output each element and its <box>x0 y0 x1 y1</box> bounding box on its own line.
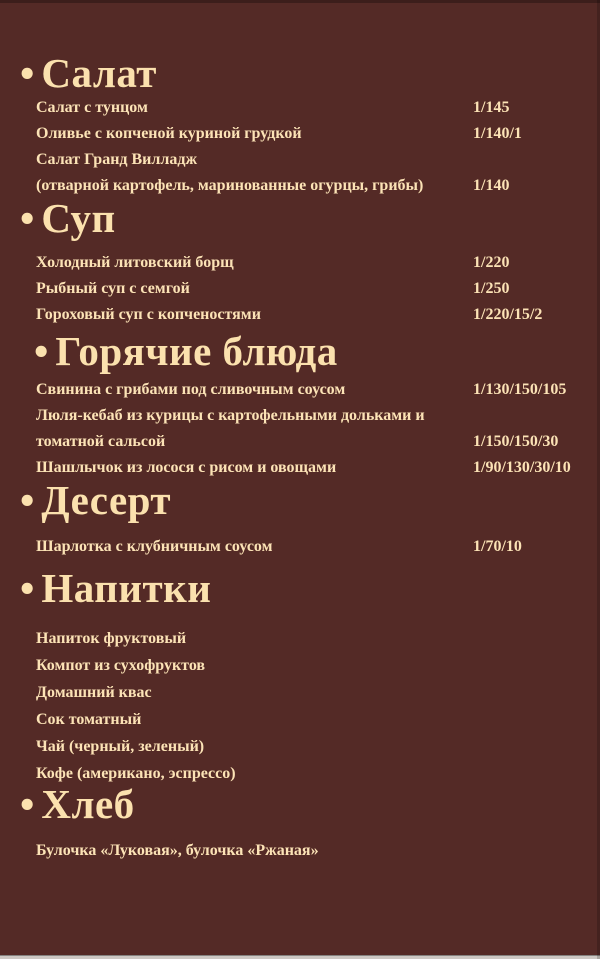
section-title: Хлеб <box>41 781 135 827</box>
section-header-hot-dishes <box>0 328 600 375</box>
bullet-icon: • <box>20 50 35 96</box>
section-items <box>0 625 600 787</box>
menu-item-row <box>36 302 600 328</box>
dish-name: Шарлотка с клубничным соусом <box>36 538 273 555</box>
section-hot-dishes <box>0 328 600 481</box>
dish-portion: 1/150/150/30 <box>473 433 559 450</box>
dish-name: Люля-кебаб из курицы с картофельными дольками и <box>36 407 425 424</box>
section-header-soup <box>0 195 600 242</box>
section-title: Салат <box>41 50 157 96</box>
section-header-bread <box>0 781 600 828</box>
section-drinks <box>0 565 600 787</box>
dish-name: Шашлычок из лосося с рисом и овощами <box>36 459 337 476</box>
menu-item-row <box>36 625 600 652</box>
dish-portion: 1/70/10 <box>473 538 522 555</box>
menu-item-row <box>36 147 600 173</box>
menu-item-row <box>36 250 600 276</box>
section-items <box>0 534 600 560</box>
dish-name: Булочка «Луковая», булочка «Ржаная» <box>36 842 319 859</box>
dish-portion: 1/130/150/105 <box>473 381 567 398</box>
dish-name: Гороховый суп с копченостями <box>36 306 261 323</box>
menu-item-row <box>36 455 600 481</box>
dish-portion: 1/140 <box>473 177 510 194</box>
bullet-icon: • <box>34 328 49 374</box>
dish-name: Холодный литовский борщ <box>36 254 234 271</box>
menu-item-row <box>36 403 600 429</box>
dish-name: Салат с тунцом <box>36 99 148 116</box>
dish-name: (отварной картофель, маринованные огурцы, грибы) <box>36 177 424 194</box>
menu-item-row <box>36 652 600 679</box>
menu-item-row <box>36 706 600 733</box>
dish-name: Напиток фруктовый <box>36 630 187 647</box>
section-items <box>0 95 600 199</box>
bullet-icon: • <box>20 781 35 827</box>
section-title: Десерт <box>41 477 172 523</box>
dish-portion: 1/220/15/2 <box>473 306 543 323</box>
menu-item-row <box>36 534 600 560</box>
menu-item-row <box>36 679 600 706</box>
menu-item-row <box>36 121 600 147</box>
section-bread <box>0 781 600 864</box>
menu-item-row <box>36 760 600 787</box>
section-header-dessert <box>0 477 600 524</box>
menu-item-row <box>36 733 600 760</box>
section-dessert <box>0 477 600 560</box>
menu-item-row <box>36 95 600 121</box>
section-title: Суп <box>41 195 116 241</box>
page-bottom-edge <box>0 955 600 959</box>
section-items <box>0 838 600 864</box>
dish-name: Оливье с копченой куриной грудкой <box>36 125 302 142</box>
dish-portion: 1/220 <box>473 254 510 271</box>
section-items <box>0 377 600 481</box>
dish-name: Сок томатный <box>36 711 142 728</box>
dish-name: Домашний квас <box>36 684 152 701</box>
dish-name: Кофе (американо, эспрессо) <box>36 765 236 782</box>
section-title: Горячие блюда <box>55 328 338 374</box>
section-header-drinks <box>0 565 600 612</box>
dish-name: Рыбный суп с семгой <box>36 280 190 297</box>
dish-name: томатной сальсой <box>36 433 166 450</box>
section-title: Напитки <box>41 565 212 611</box>
dish-portion: 1/140/1 <box>473 125 522 142</box>
dish-name: Салат Гранд Вилладж <box>36 151 198 168</box>
dish-name: Свинина с грибами под сливочным соусом <box>36 381 346 398</box>
dish-name: Чай (черный, зеленый) <box>36 738 205 755</box>
dish-name: Компот из сухофруктов <box>36 657 206 674</box>
dish-portion: 1/250 <box>473 280 510 297</box>
menu-item-row <box>36 173 600 199</box>
menu-item-row <box>36 377 600 403</box>
bullet-icon: • <box>20 477 35 523</box>
dish-portion: 1/145 <box>473 99 510 116</box>
section-soup <box>0 195 600 328</box>
dish-portion: 1/90/130/30/10 <box>473 459 571 476</box>
section-salad <box>0 50 600 199</box>
bullet-icon: • <box>20 565 35 611</box>
section-header-salad <box>0 50 600 97</box>
menu-item-row <box>36 276 600 302</box>
menu-item-row <box>36 838 600 864</box>
section-items <box>0 250 600 328</box>
menu-item-row <box>36 429 600 455</box>
bullet-icon: • <box>20 195 35 241</box>
